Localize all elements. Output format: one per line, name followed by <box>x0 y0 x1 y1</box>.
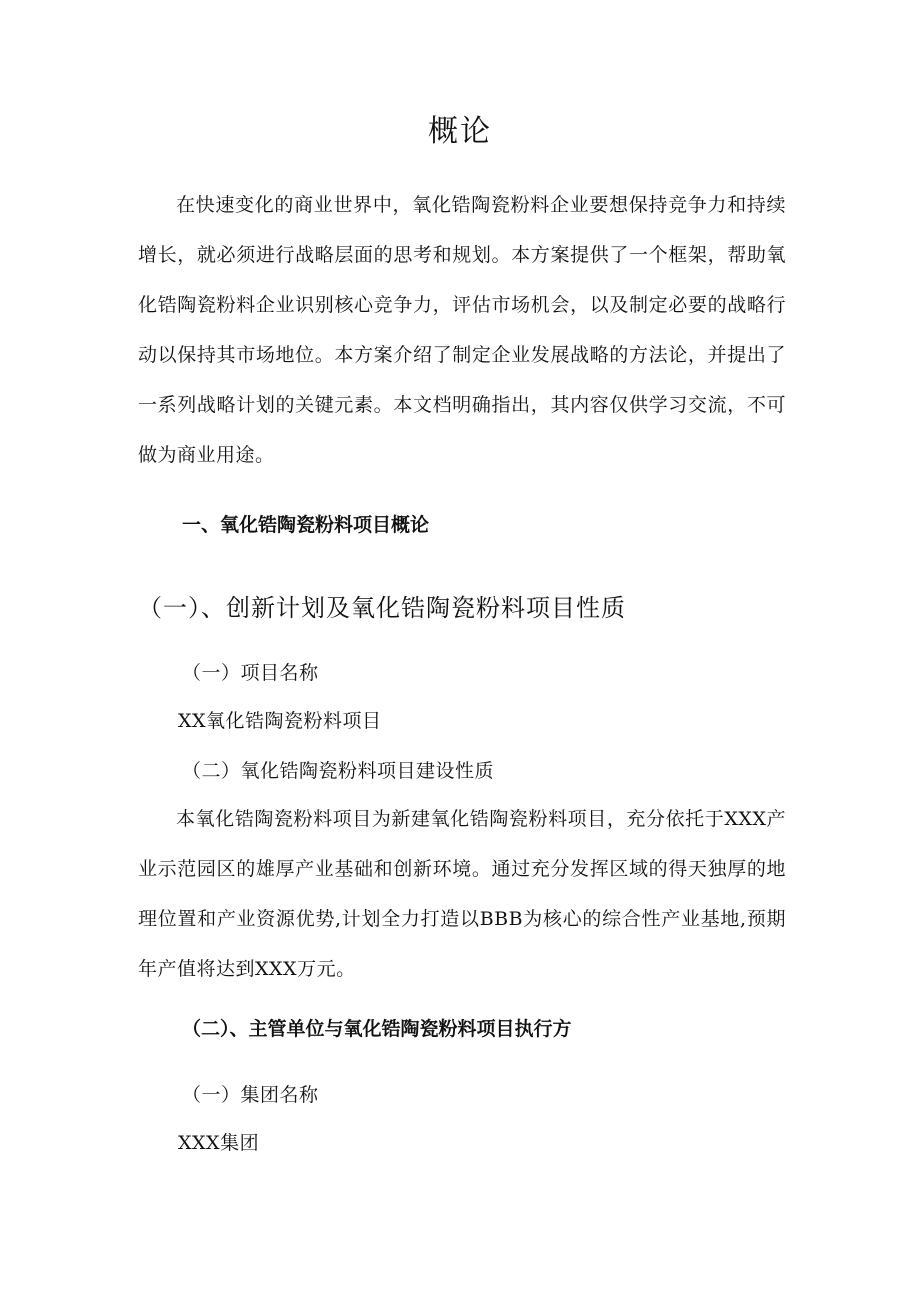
page-title: 概论 <box>428 114 492 149</box>
item-label-project-name: （一）项目名称 <box>182 662 319 684</box>
intro-paragraph: 在快速变化的商业世界中，氧化锆陶瓷粉料企业要想保持竞争力和持续增长，就必须进行战略层面的思考和规划。本方案提供了一个框架，帮助氧化锆陶瓷粉料企业识别核心竞争力，评估市场机会，以及制定必要的战略行动以保持其市场地位。本方案介绍了制定企业发展战略的方法论，并提出了一系列战略计划的关键元素。本文档明确指出，其内容仅供学习交流，不可做为商业用途。 <box>138 194 786 466</box>
item-value-project-name: XX氧化锆陶瓷粉料项目 <box>178 710 382 732</box>
section-heading-1: 一、氧化锆陶瓷粉料项目概论 <box>182 514 430 536</box>
subsection-heading-2: （二）、主管单位与氧化锆陶瓷粉料项目执行方 <box>182 1018 572 1040</box>
item-value-group-name: XXX集团 <box>178 1132 260 1154</box>
item-label-group-name: （一）集团名称 <box>182 1084 319 1106</box>
subsection-heading-1: （一）、创新计划及氧化锆陶瓷粉料项目性质 <box>138 594 626 622</box>
item-label-construction-nature: （二）氧化锆陶瓷粉料项目建设性质 <box>182 760 495 782</box>
construction-nature-paragraph: 本氧化锆陶瓷粉料项目为新建氧化锆陶瓷粉料项目，充分依托于XXX产业示范园区的雄厚产业基础和创新环境。通过充分发挥区域的得天独厚的地理位置和产业资源优势,计划全力打造以BBB为核心的综合性产业基地,预期年产值将达到XXX万元。 <box>138 808 786 980</box>
